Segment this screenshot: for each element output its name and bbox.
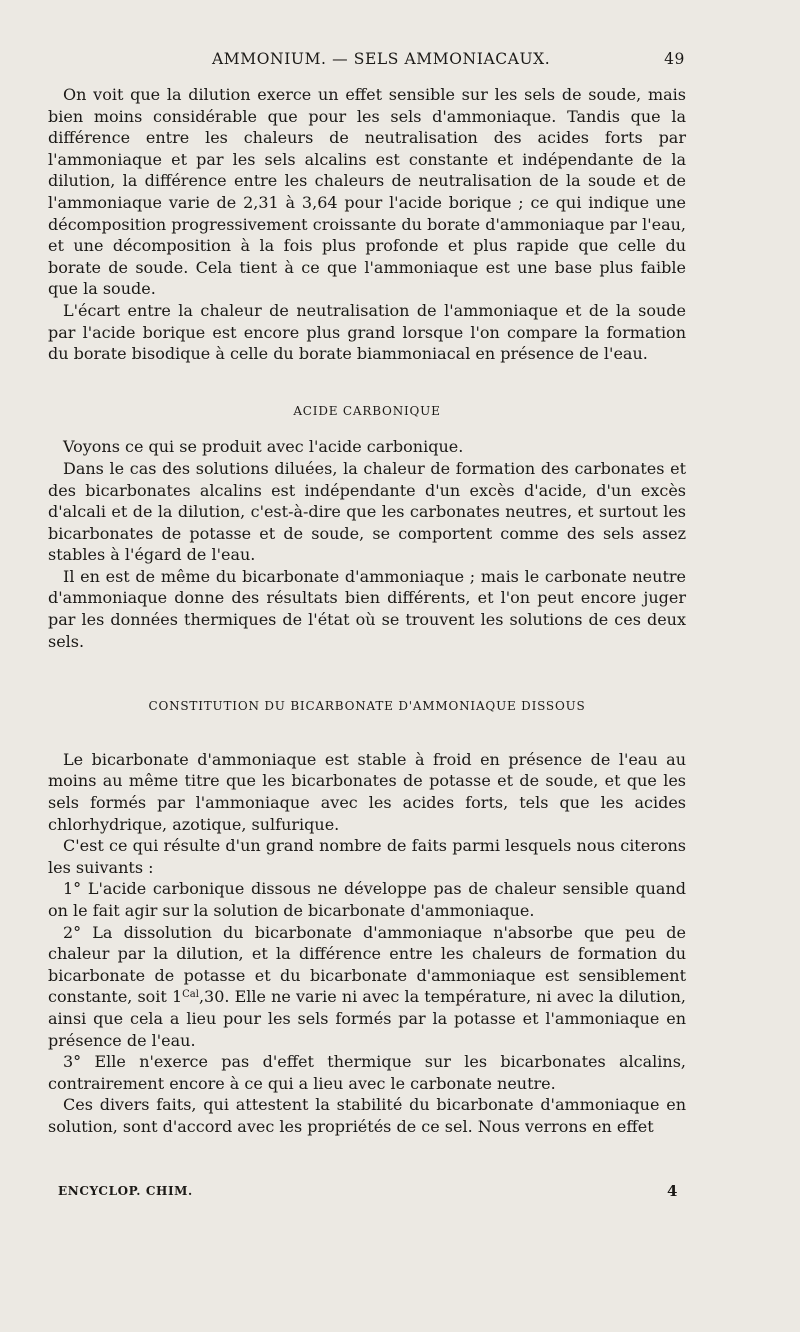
section-heading-constitution: CONSTITUTION DU BICARBONATE D'AMMONIAQUE DISSOUS: [148, 699, 586, 714]
paragraph-text: 2° La dissolution du bicarbonate d'ammoniaque n'absorbe que peu de chaleur par la dilution, et la différence entre les chaleurs de formation du bicarbonate de potasse et du bicarbonate d'ammoniaque est sensiblement constante, soit 1: [48, 922, 686, 1007]
page-footer: [58, 1184, 678, 1206]
running-head: [50, 50, 685, 74]
paragraph: Dans le cas des solutions diluées, la chaleur de formation des carbonates et des bicarbonates alcalins est indépendante d'un excès d'acide, d'un excès d'alcali et de la dilution, c'est-à-dire que les carbonates neutres, et surtout les bicarbonates de potasse et de soude, se comportent comme des sels assez stables à l'égard de l'eau.: [48, 458, 686, 565]
running-title: AMMONIUM. — SELS AMMONIACAUX.: [212, 50, 551, 68]
paragraph: [48, 922, 686, 1052]
paragraph: Voyons ce qui se produit avec l'acide carbonique.: [63, 437, 464, 457]
paragraph: Ces divers faits, qui attestent la stabilité du bicarbonate d'ammoniaque en solution, sont d'accord avec les propriétés de ce sel. Nous verrons en effet: [48, 1095, 686, 1136]
paragraph: Il en est de même du bicarbonate d'ammoniaque ; mais le carbonate neutre d'ammoniaque donne des résultats bien différents, et l'on peut encore juger par les données thermiques de l'état où se trouvent les solutions de ces deux sels.: [48, 566, 686, 651]
unit-superscript: Cal: [182, 989, 199, 1001]
body-text: [48, 84, 686, 1138]
footer-source: ENCYCLOP. CHIM.: [58, 1184, 193, 1198]
paragraph-text: . Elle ne varie ni avec la température, ni avec la dilution, ainsi que cela a lieu pour les sels formés par la potasse et l'ammoniaque en présence de l'eau.: [48, 987, 686, 1050]
paragraph: 1° L'acide carbonique dissous ne développe pas de chaleur sensible quand on le fait agir sur la solution de bicarbonate d'ammoniaque.: [48, 879, 686, 920]
paragraph: L'écart entre la chaleur de neutralisation de l'ammoniaque et de la soude par l'acide borique est encore plus grand lorsque l'on compare la formation du borate bisodique à celle du borate biammoniacal en présence de l'eau.: [48, 300, 686, 364]
paragraph: On voit que la dilution exerce un effet sensible sur les sels de soude, mais bien moins considérable que pour les sels d'ammoniaque. Tandis que la différence entre les chaleurs de neutralisation des acides forts par l'ammoniaque et par les sels alcalins est constante et indépendante de la dilution, la différence entre les chaleurs de neutralisation de la soude et de l'ammoniaque varie de 2,31 à 3,64 pour l'acide borique ; ce qui indique une décomposition progressivement croissante du borate d'ammoniaque par l'eau, et une décomposition à la fois plus profonde et plus rapide que celle du borate de soude. Cela tient à ce que l'ammoniaque est une base plus faible que la soude.: [48, 85, 686, 299]
page-number: 49: [664, 50, 685, 68]
paragraph: C'est ce qui résulte d'un grand nombre de faits parmi lesquels nous citerons les suivants :: [48, 836, 686, 877]
paragraph: Le bicarbonate d'ammoniaque est stable à froid en présence de l'eau au moins au même titre que les bicarbonates de potasse et de soude, et que les sels formés par l'ammoniaque avec les acides forts, tels que les acides chlorhydrique, azotique, sulfurique.: [48, 749, 686, 834]
signature-mark: 4: [666, 1182, 678, 1200]
section-heading-acide-carbonique: ACIDE CARBONIQUE: [293, 403, 441, 418]
paragraph: 3° Elle n'exerce pas d'effet thermique sur les bicarbonates alcalins, contrairement encore à ce qui a lieu avec le carbonate neutre.: [48, 1052, 686, 1093]
value-text: ,30: [198, 987, 225, 1007]
